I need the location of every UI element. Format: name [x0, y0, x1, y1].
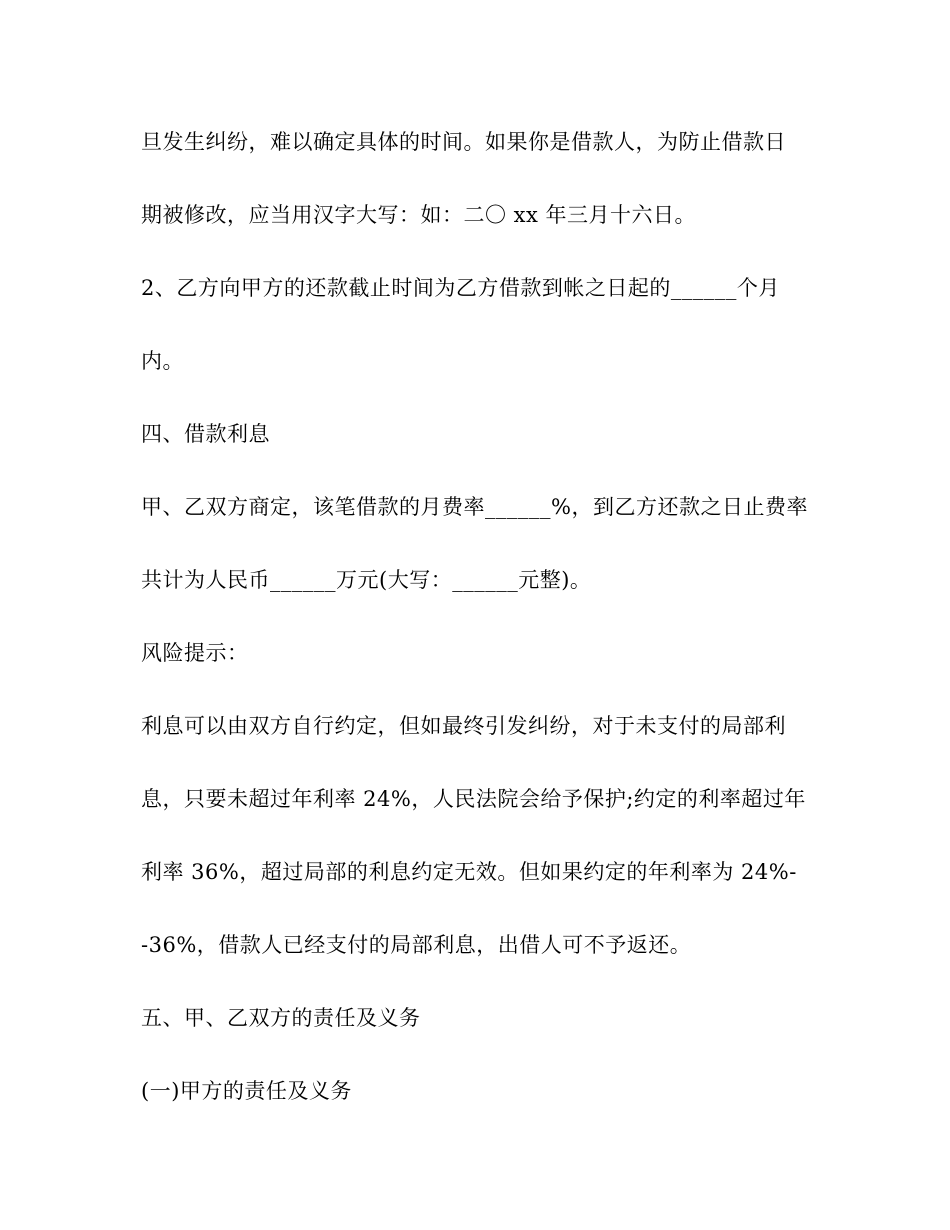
- paragraph-line: 期被修改，应当用汉字大写：如：二〇 xx 年三月十六日。: [141, 203, 697, 227]
- paragraph-line: 内。: [141, 349, 184, 373]
- paragraph-line: 利率 36%，超过局部的利息约定无效。但如果约定的年利率为 24%-: [141, 860, 797, 884]
- subsection-heading: (一)甲方的责任及义务: [141, 1079, 352, 1103]
- section-heading: 四、借款利息: [141, 422, 270, 446]
- paragraph-line: 共计为人民币______万元(大写：______元整)。: [141, 568, 592, 592]
- paragraph-line: 甲、乙双方商定，该笔借款的月费率______%，到乙方还款之日止费率: [141, 495, 808, 519]
- risk-note-heading: 风险提示：: [141, 641, 249, 665]
- paragraph-line: 旦发生纠纷，难以确定具体的时间。如果你是借款人，为防止借款日: [141, 130, 786, 154]
- paragraph-line: 利息可以由双方自行约定，但如最终引发纠纷，对于未支付的局部利: [141, 714, 786, 738]
- section-heading: 五、甲、乙双方的责任及义务: [141, 1006, 421, 1030]
- paragraph-line: 2、乙方向甲方的还款截止时间为乙方借款到帐之日起的______个月: [141, 276, 780, 300]
- paragraph-line: -36%，借款人已经支付的局部利息，出借人可不予返还。: [141, 933, 692, 957]
- paragraph-line: 息，只要未超过年利率 24%，人民法院会给予保护;约定的利率超过年: [141, 787, 806, 811]
